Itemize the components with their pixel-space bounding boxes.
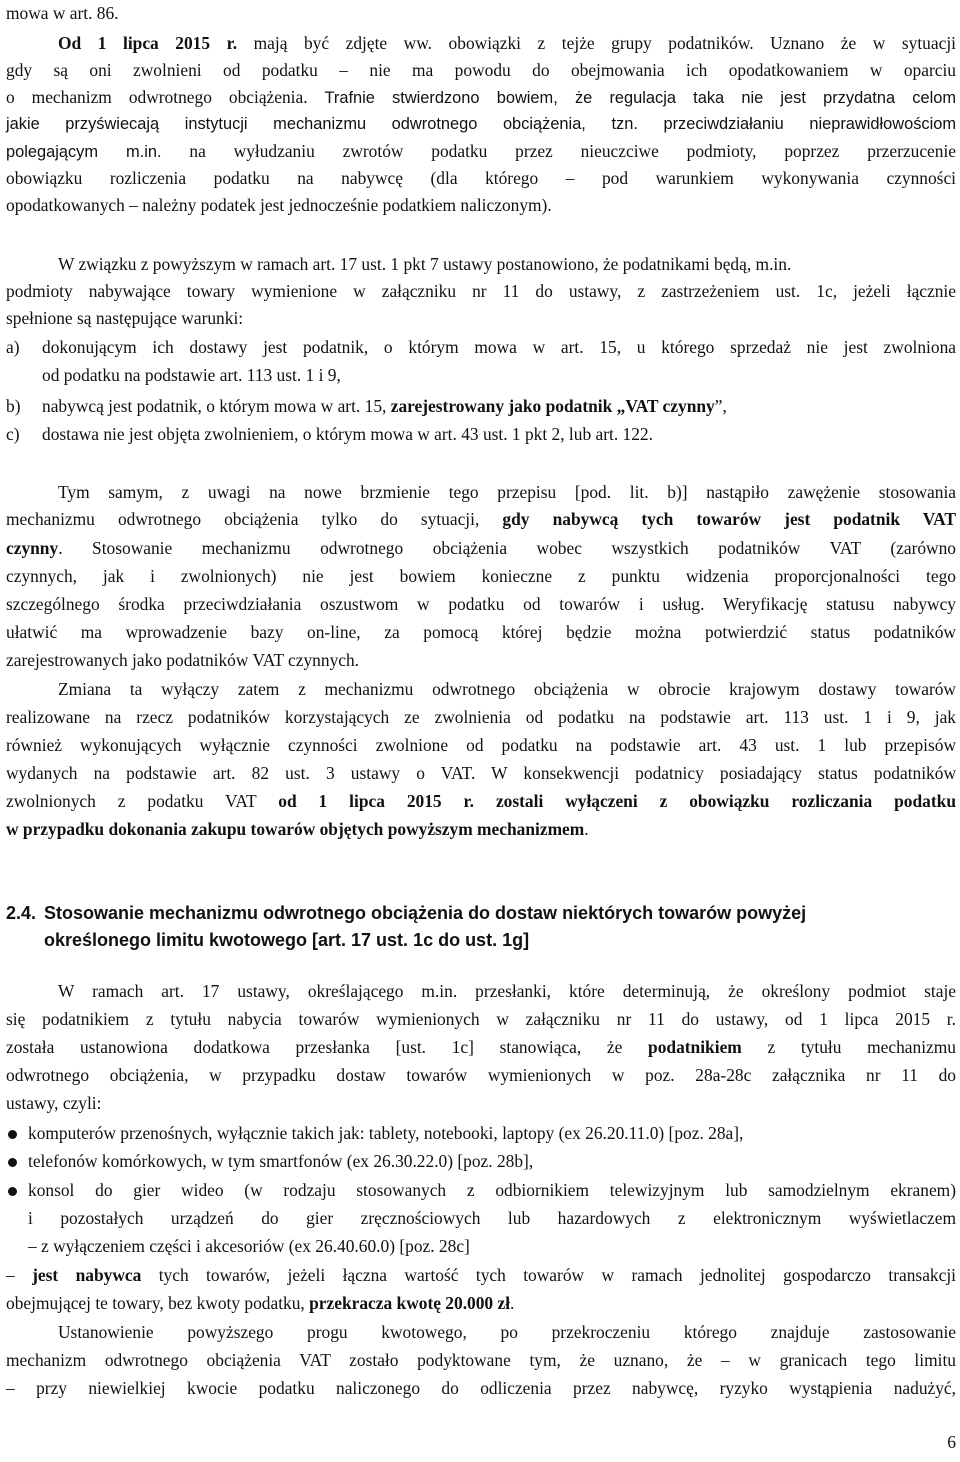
text: – [6,1265,33,1285]
list-item [6,423,956,447]
text: W ramach art. 17 ustawy, określającego m.in. przesłanki, które determinują, że określony podmiot staje [58,981,956,1001]
text-line [6,2,956,26]
text: również wykonujących wyłącznie czynności zwolnione od podatku na podstawie art. 43 ust. 1 lub przepisów [6,735,956,755]
text-line [6,307,956,331]
text-line [6,565,956,589]
text: gdy są oni zwolnieni od podatku – nie ma powodu do obejmowania ich opodatkowaniem w oparciu [6,60,956,80]
text: W związku z powyższym w ramach art. 17 ust. 1 pkt 7 ustawy postanowiono, że podatnikami będą, m.in. [58,254,792,274]
text: komputerów przenośnych, wyłącznie takich jak: tablety, notebooki, laptopy (ex 26.20.11.0) [poz. 28a], [28,1123,744,1143]
text-line [58,980,956,1004]
bold-text: podatnikiem [648,1037,742,1057]
text: mowa w art. 86. [6,3,119,23]
text-line [6,593,956,617]
text: – przy niewielkiej kwocie podatku naliczonego do odliczenia przez nabywcę, ryzyko wystąpienia nadużyć, [6,1378,956,1398]
text-line [6,1349,956,1373]
text: dostawa nie jest objęta zwolnieniem, o którym mowa w art. 43 ust. 1 pkt 2, lub art. 122. [42,424,653,444]
text-line [58,32,956,56]
text: mechanizmu odwrotnego obciążenia tylko do sytuacji, [6,509,503,529]
text-line [6,167,956,191]
text: Zmiana ta wyłączy zatem z mechanizmu odwrotnego obciążenia w obrocie krajowym dostawy towarów [58,679,956,699]
bullet-icon [8,1187,17,1196]
text: od podatku na podstawie art. 113 ust. 1 i 9, [42,365,341,385]
list-item-continuation [6,364,956,388]
text: obejmującej te towary, bez kwoty podatku, [6,1293,310,1313]
text: nabywcą jest podatnik, o którym mowa w art. 15, [42,396,391,416]
text-line [58,1321,956,1345]
text-line [6,762,956,786]
page-number: 6 [947,1432,956,1452]
bullet-icon [8,1130,17,1139]
text-line [6,140,956,164]
text: ustawy, czyli: [6,1093,102,1113]
text-line [6,508,956,532]
text: czynnych, jak i zwolnionych) nie jest bowiem konieczne z punktu widzenia proporcjonalności tego [6,566,956,586]
text: – z wyłączeniem części i akcesoriów (ex 26.40.60.0) [poz. 28c] [28,1236,470,1256]
text-line [6,1377,956,1401]
text-line [6,86,956,110]
text: . [510,1293,515,1313]
text-line [6,280,956,304]
bullet-item [6,1150,956,1174]
text-line [6,1036,956,1060]
text: się podatnikiem z tytułu nabycia towarów wymienionych w załączniku nr 11 do ustawy, od 1 lipca 2015 r. [6,1009,956,1029]
text: dokonującym ich dostawy jest podatnik, o którym mowa w art. 15, u którego sprzedaż nie jest zwolniona [42,337,956,357]
bold-text: Od 1 lipca 2015 r. [58,33,238,53]
text: została ustanowiona dodatkowa przesłanka [ust. 1c] stanowiąca, że [6,1037,649,1057]
text: ”, [714,396,727,416]
section-heading-line2: określonego limitu kwotowego [art. 17 ust. 1c do ust. 1g] [44,930,530,950]
text-line [6,59,956,83]
list-marker: c) [6,424,20,444]
text-line [6,790,956,814]
bold-text: gdy nabywcą tych towarów jest podatnik VAT [502,509,956,529]
text: zwolnionych z podatku VAT [6,791,279,811]
text-line [6,621,956,645]
text: . Stosowanie mechanizmu odwrotnego obciążenia wobec wszystkich podatników VAT (zarówno [58,538,956,558]
section-number: 2.4. [6,903,37,923]
bold-text: w przypadku dokonania zakupu towarów objętych powyższym mechanizmem [6,819,585,839]
text: podmioty nabywające towary wymienione w załączniku nr 11 do ustawy, z zastrzeżeniem ust. 1c, jeżeli łącznie [6,281,956,301]
list-item [6,336,956,360]
text: z tytułu mechanizmu [741,1037,956,1057]
text: ułatwić ma wprowadzenie bazy on-line, za pomocą której będzie można potwierdzić status podatników [6,622,956,642]
text: . [584,819,589,839]
text-line [6,1264,956,1288]
text-line [6,194,956,218]
bold-text: jest nabywca [32,1265,142,1285]
text: spełnione są następujące warunki: [6,308,244,328]
text-line [58,253,956,277]
bold-text: czynny [6,538,59,558]
bold-text: zarejestrowany jako podatnik „VAT czynny [390,396,715,416]
bullet-item [6,1179,956,1203]
text: zarejestrowanych jako podatników VAT czynnych. [6,650,360,670]
text-line [6,537,956,561]
list-marker: b) [6,396,21,416]
text: szczególnego środka przeciwdziałania oszustwom w podatku od towarów i usług. Weryfikację statusu nabywcy [6,594,956,614]
text: mają być zdjęte ww. obowiązki z tejże grupy podatników. Uznano że w sytuacji [237,33,956,53]
text: obowiązku rozliczenia podatku na nabywcę (dla którego – pod warunkiem wykonywania czynności [6,168,956,188]
list-marker: a) [6,337,20,357]
text: na wyłudzaniu zwrotów podatku przez nieuczciwe podmioty, poprzez przerzucenie [161,141,957,161]
text-line [6,818,956,842]
text: realizowane na rzecz podatników korzystających ze zwolnienia od podatku na podstawie art. 113 ust. 1 i 9, jak [6,707,956,727]
text-line [6,1292,956,1316]
bold-text: przekracza kwotę 20.000 zł [309,1293,511,1313]
text-line [6,734,956,758]
bold-text: od 1 lipca 2015 r. zostali wyłączeni z obowiązku rozliczania podatku [278,791,956,811]
bullet-item-continuation [6,1207,956,1231]
text-line [6,706,956,730]
text: konsol do gier wideo (w rodzaju stosowanych z odbiornikiem telewizyjnym lub samodzielnym ekranem) [28,1180,956,1200]
text-line [58,481,956,505]
text: o mechanizm odwrotnego obciążenia. [6,87,308,107]
sans-text: Trafnie stwierdzono bowiem, że regulacja taka nie jest przydatna celom [307,89,956,107]
text: Ustanowienie powyższego progu kwotowego, po przekroczeniu którego znajduje zastosowanie [58,1322,956,1342]
bullet-item-continuation [6,1235,956,1259]
list-item [6,395,956,419]
text: wydanych na podstawie art. 82 ust. 3 ustawy o VAT. W konsekwencji podatnicy posiadający status podatników [6,763,956,783]
text-line [58,678,956,702]
text: tych towarów, jeżeli łączna wartość tych towarów w ramach jednolitej gospodarczo transakcji [141,1265,957,1285]
text-line [6,1092,956,1116]
text: telefonów komórkowych, w tym smartfonów (ex 26.30.22.0) [poz. 28b], [28,1151,534,1171]
text-line [6,113,956,137]
sans-text: polegającym m.in. [6,143,162,161]
text-line [6,1008,956,1032]
section-heading-line1: Stosowanie mechanizmu odwrotnego obciążenia do dostaw niektórych towarów powyżej [44,903,807,923]
bullet-icon [8,1158,17,1167]
text: opodatkowanych – należny podatek jest jednocześnie podatkiem naliczonym). [6,195,552,215]
text: Tym samym, z uwagi na nowe brzmienie tego przepisu [pod. lit. b)] nastąpiło zawężenie stosowania [58,482,956,502]
text: odwrotnego obciążenia, w przypadku dostaw towarów wymienionych w poz. 28a-28c załącznika nr 11 do [6,1065,956,1085]
bullet-item [6,1122,956,1146]
text-line [6,649,956,673]
text: mechanizm odwrotnego obciążenia VAT zostało podyktowane tym, że uznano, że – w granicach tego limitu [6,1350,956,1370]
text-line [6,1064,956,1088]
sans-text: jakie przyświecają instytucji mechanizmu odwrotnego obciążenia, tzn. przeciwdziałaniu nieprawidłowościom [6,115,956,133]
text: i pozostałych urządzeń do gier zręcznościowych lub hazardowych z elektronicznym wyświetlaczem [28,1208,956,1228]
